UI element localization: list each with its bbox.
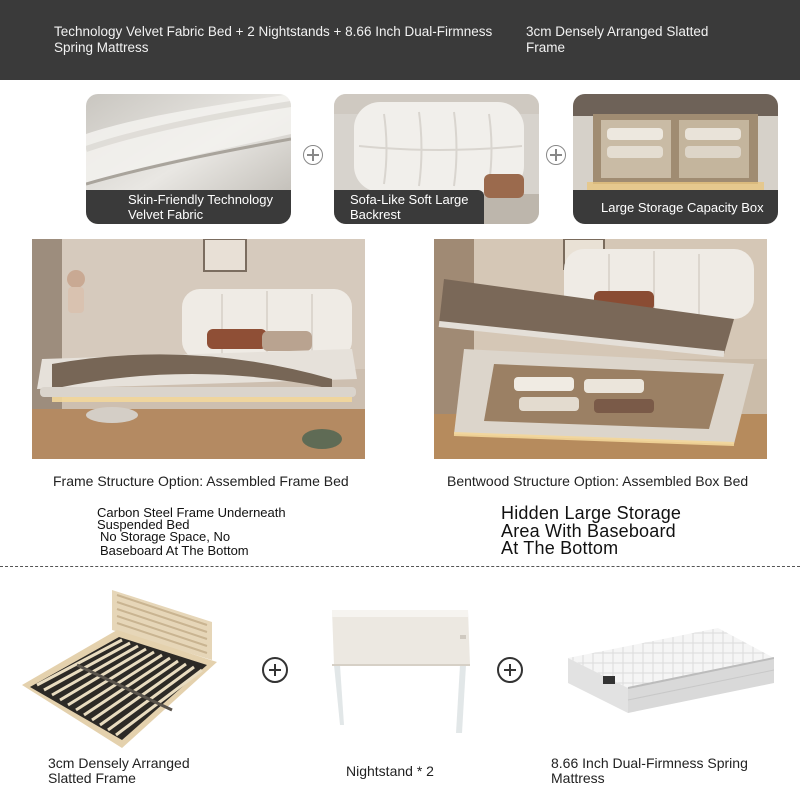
feature-label-backrest: Sofa-Like Soft Large Backrest [334,190,484,224]
feature-label-velvet: Skin-Friendly Technology Velvet Fabric [86,190,291,224]
slatted-frame-label: 3cm Densely Arranged Slatted Frame [48,755,190,786]
slatted-frame-image [22,590,217,748]
box-bed-photo [434,239,767,459]
frame-bed-desc-line3: No Storage Space, No [100,529,231,544]
frame-bed-image [32,239,365,459]
feature-card-storage [573,94,778,224]
plus-icon [497,657,523,683]
box-bed-caption: Bentwood Structure Option: Assembled Box Bed [447,473,749,489]
frame-bed-desc-line2: Suspended Bed [97,517,190,532]
frame-bed-photo [32,239,365,459]
box-bed-desc-line3: At The Bottom [501,538,619,558]
frame-bed-desc-line1: Carbon Steel Frame Underneath [97,505,286,520]
plus-icon [262,657,288,683]
feature-card-backrest [334,94,539,224]
frame-bed-desc-line4: Baseboard At The Bottom [100,543,249,558]
section-divider [0,566,800,567]
header-banner [0,0,800,80]
mattress-label: 8.66 Inch Dual-Firmness Spring Mattress [551,755,748,786]
mattress-image [568,628,774,713]
slatted-frame-product [22,590,217,748]
feature-card-velvet [86,94,291,224]
feature-label-storage: Large Storage Capacity Box [573,190,778,224]
plus-icon [303,145,323,165]
mattress-product [568,628,774,713]
box-bed-image [434,239,767,459]
nightstand-image [330,605,472,735]
plus-icon [546,145,566,165]
nightstand-product [330,605,472,735]
header-frame-title: 3cm Densely Arranged Slatted Frame [526,24,709,55]
frame-bed-caption: Frame Structure Option: Assembled Frame Bed [53,473,349,489]
nightstand-label: Nightstand * 2 [346,763,434,779]
box-bed-desc-line2: Area With Baseboard [501,521,676,541]
box-bed-desc-line1: Hidden Large Storage [501,503,682,523]
header-bundle-title: Technology Velvet Fabric Bed + 2 Nightstands + 8.66 Inch Dual-Firmness Spring Mattress [54,24,493,55]
